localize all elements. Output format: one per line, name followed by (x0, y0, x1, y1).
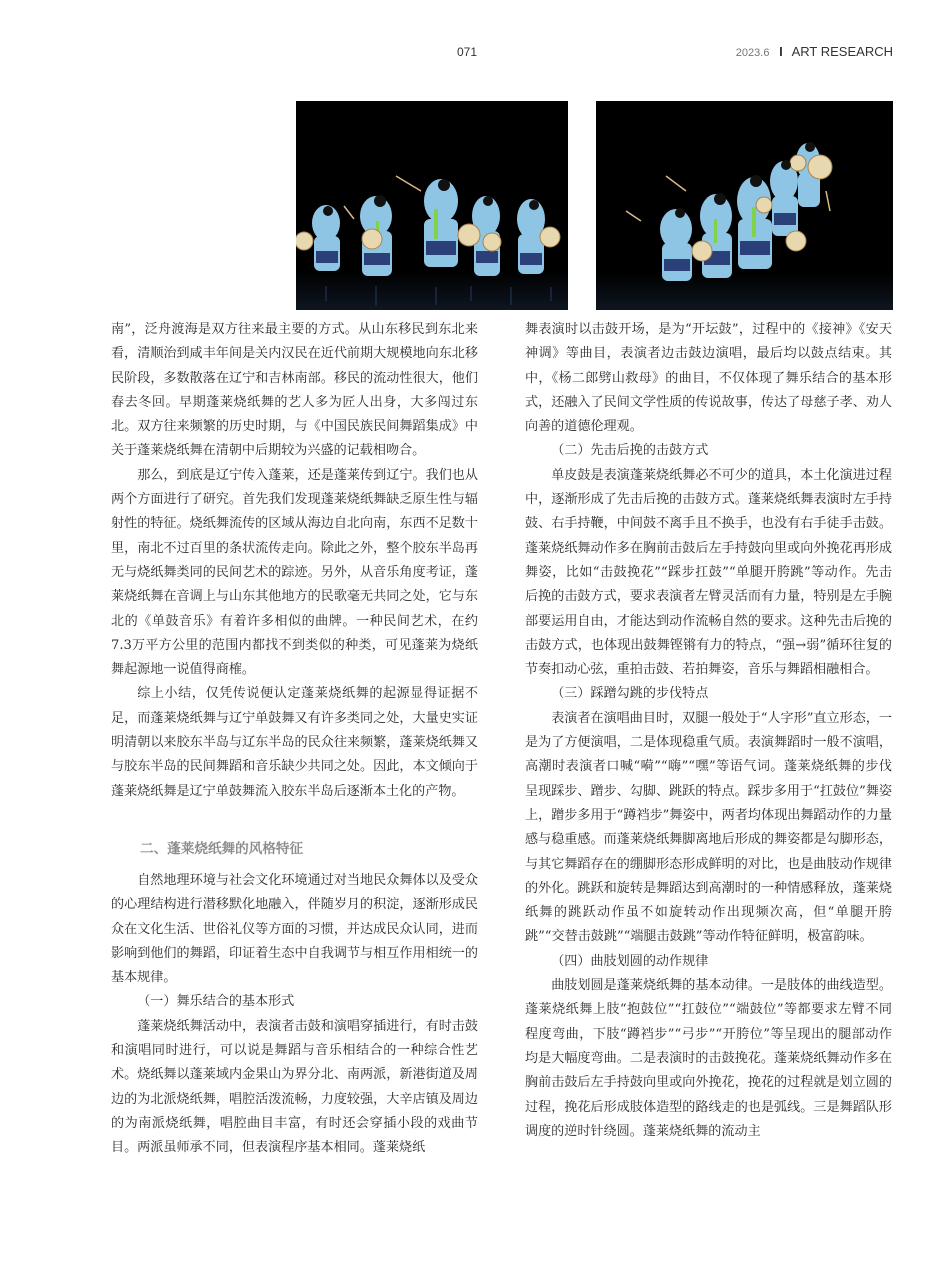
paragraph: 单皮鼓是表演蓬莱烧纸舞必不可少的道具，本土化演进过程中，逐渐形成了先击后挽的击鼓方式。蓬莱烧纸舞表演时左手持鼓、右手持鞭，中间鼓不离手且不换手，也没有右手徒手击鼓。蓬莱烧纸舞动作多在胸前击鼓后左手持鼓向里或向外挽花再形成舞姿，比如“击鼓挽花”“踩步扛鼓”“单腿开胯跳”等动作。先击后挽的击鼓方式，要求表演者左臂灵活而有力量，特别是左手腕部要运用自由，才能达到动作流畅自然的要求。这种先击后挽的击鼓方式，也体现出鼓舞铿锵有力的特点，“强→弱”循环往复的节奏扣动心弦，重拍击鼓、若拍舞姿，音乐与舞蹈相融相合。 (525, 467, 892, 678)
dance-photo-left (296, 101, 568, 310)
left-column (111, 318, 478, 1161)
issue-date: 2023.6 (735, 47, 770, 59)
running-head (736, 44, 893, 59)
page-number: 071 (457, 45, 478, 59)
section-heading: 二、蓬莱烧纸舞的风格特征 (140, 840, 304, 857)
dance-photo-right (596, 101, 893, 310)
subsection-heading: （三）踩蹭勾跳的步伐特点 (551, 686, 709, 702)
paragraph: 蓬莱烧纸舞活动中，表演者击鼓和演唱穿插进行，有时击鼓和演唱同时进行，可以说是舞蹈与音乐相结合的一种综合性艺术。烧纸舞以蓬莱域内金果山为界分北、南两派，新港街道及周边的为北派烧纸舞，唱腔活泼流畅，力度较强，大辛店镇及周边的为南派烧纸舞，唱腔曲目丰富，有时还会穿插小段的戏曲节目。两派虽师承不同，但表演程序基本相同。蓬莱烧纸 (111, 1018, 478, 1156)
right-column (525, 318, 892, 1144)
paragraph: 综上小结，仅凭传说便认定蓬莱烧纸舞的起源显得证据不足，而蓬莱烧纸舞与辽宁单鼓舞又有许多类同之处，大量史实证明清朝以来胶东半岛与辽东半岛的民众往来频繁，蓬莱烧纸舞又与胶东半岛的民间舞蹈和音乐缺少共同之处。因此，本文倾向于蓬莱烧纸舞是辽宁单鼓舞流入胶东半岛后逐渐本土化的产物。 (111, 686, 478, 799)
subsection-heading: （一）舞乐结合的基本形式 (137, 994, 295, 1010)
subsection-heading: （四）曲肢划圆的动作规律 (551, 953, 709, 969)
paragraph: 舞表演时以击鼓开场，是为“开坛鼓”，过程中的《接神》《安天神调》等曲目，表演者边击鼓边演唱，最后均以鼓点结束。其中，《杨二郎劈山救母》的曲目，不仅体现了舞乐结合的基本形式，还融入了民间文学性质的传说故事，传达了母慈子孝、劝人向善的道德伦理观。 (525, 322, 892, 435)
subsection-heading: （二）先击后挽的击鼓方式 (551, 443, 709, 459)
journal-title: ART RESEARCH (791, 44, 893, 59)
paragraph: 表演者在演唱曲目时，双腿一般处于“人字形”直立形态，一是为了方便演唱，二是体现稳重气质。表演舞蹈时一般不演唱，高潮时表演者口喊“嗬”“嗨”“嘿”等语气词。蓬莱烧纸舞的步伐呈现踩步、蹭步、勾脚、跳跃的特点。踩步多用于“扛鼓位”舞姿上，蹭步多用于“蹲裆步”舞姿中，两者均体现出舞蹈动作的力量感与稳重感。而蓬莱烧纸舞脚离地后形成的舞姿都是勾脚形态，与其它舞蹈存在的绷脚形态形成鲜明的对比，也是曲肢动作规律的外化。跳跃和旋转是舞蹈达到高潮时的一种情感释放，蓬莱烧纸舞的跳跃动作虽不如旋转动作出现频次高，但“单腿开胯跳”“交替击鼓跳”“端腿击鼓跳”等动作特征鲜明，极富韵味。 (525, 710, 892, 945)
separator: I (779, 44, 783, 59)
paragraph: 曲肢划圆是蓬莱烧纸舞的基本动律。一是肢体的曲线造型。蓬莱烧纸舞上肢“抱鼓位”“扛鼓位”“端鼓位”等都要求左臂不同程度弯曲，下肢“蹲裆步”“弓步”“开胯位”等呈现出的腿部动作均是大幅度弯曲。二是表演时的击鼓挽花。蓬莱烧纸舞动作多在胸前击鼓后左手持鼓向里或向外挽花，挽花的过程就是划立圆的过程，挽花后形成肢体造型的路线走的也是弧线。三是舞蹈队形调度的逆时针绕圆。蓬莱烧纸舞的流动主 (525, 978, 892, 1139)
paragraph: 南”，泛舟渡海是双方往来最主要的方式。从山东移民到东北来看，清顺治到咸丰年间是关内汉民在近代前期大规模地向东北移民阶段，多数散落在辽宁和吉林南部。移民的流动性很大，他们春去冬回。早期蓬莱烧纸舞的艺人多为匠人出身，大多闯过东北。双方往来频繁的历史时期，与《中国民族民间舞蹈集成》中关于蓬莱烧纸舞在清朝中后期较为兴盛的记载相吻合。 (111, 322, 478, 459)
paragraph: 那么，到底是辽宁传入蓬莱，还是蓬莱传到辽宁。我们也从两个方面进行了研究。首先我们发现蓬莱烧纸舞缺乏原生性与辐射性的特征。烧纸舞流传的区域从海边自北向南，东西不足数十里，南北不过百里的条状流传走向。除此之外，整个胶东半岛再无与烧纸舞类同的民间艺术的踪迹。另外，从音乐角度考证，蓬莱烧纸舞在音调上与山东其他地方的民歌毫无共同之处，它与东北的《单鼓音乐》有着许多相似的曲牌。一种民间艺术，在约7.3万平方公里的范围内都找不到类似的种类，可见蓬莱为烧纸舞起源地一说值得商榷。 (111, 467, 478, 678)
paragraph: 自然地理环境与社会文化环境通过对当地民众舞体以及受众的心理结构进行潜移默化地融入，伴随岁月的积淀，逐渐形成民众在文化生活、世俗礼仪等方面的习惯，并达成民众认同，进而影响到他们的舞蹈，印证着生态中自我调节与相互作用相统一的基本规律。 (111, 872, 478, 986)
